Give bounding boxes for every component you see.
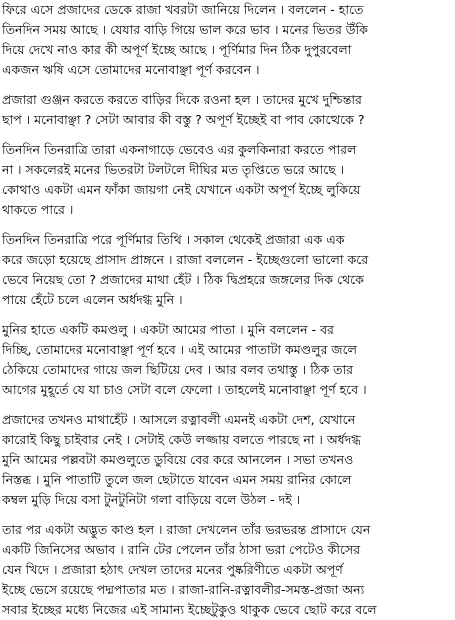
paragraph-7 xyxy=(2,520,452,620)
text-line: দিয়ে দেখে নাও কার কী অপূর্ণ ইচ্ছে আছে । পূর্ণিমার দিন ঠিক দুপুরবেলা xyxy=(2,42,352,57)
text-line: করে জড়ো হয়েছে প্রাসাদ প্রাঙ্গনে । রাজা বললেন - ইচ্ছেগুলো ভালো করে xyxy=(2,252,369,267)
text-line: তিনদিন সময় আছে । যেযার বাড়ি গিয়ে ভাল করে ভাব । মনের ভিতর উঁকি xyxy=(2,22,368,37)
text-line: না । সকলেরই মনের ভিতরটা টলটলে দীঘির মত তৃপ্তিতে ভরে আছে । xyxy=(2,162,345,177)
text-line: থাকতে পারে । xyxy=(2,202,74,217)
text-line: একজন ঋষি এসে তোমাদের মনোবাঞ্ছা পূর্ণ করবেন । xyxy=(2,62,260,77)
text-line: মুনির হাতে একটি কমণ্ডলু । একটা আমের পাতা । মুনি বললেন - বর xyxy=(2,322,334,337)
text-line: ভেবে নিয়েছ তো ? প্রজাদের মাথা হেঁট । ঠিক দ্বিপ্রহরে জঙ্গলের দিক থেকে xyxy=(2,272,364,287)
text-line: ছাপ । মনোবাঞ্ছা ? সেটা আবার কী বস্তু ? অপূর্ণ ইচ্ছেই বা পাব কোত্থেকে ? xyxy=(2,112,365,127)
text-line: মুনি আমের পল্লবটা কমণ্ডলুতে ডুবিয়ে বের করে আনলেন । সভা তখনও xyxy=(2,452,354,467)
paragraph-2 xyxy=(2,90,452,130)
text-line: কোথাও একটা এমন ফাঁকা জায়গা নেই যেখানে একটা অপূর্ণ ইচ্ছে লুকিয়ে xyxy=(2,182,361,197)
text-line: দিচ্ছি, তোমাদের মনোবাঞ্ছা পূর্ণ হবে । এই আমের পাতাটা কমণ্ডলুর জলে xyxy=(2,342,357,357)
paragraph-3 xyxy=(2,140,452,220)
paragraph-1 xyxy=(2,0,452,80)
paragraph-5 xyxy=(2,320,452,400)
text-line: আগের মুহূর্তে যে যা চাও সেটা বলে ফেলো । তাহলেই মনোবাঞ্ছা পূর্ণ হবে । xyxy=(2,382,367,397)
text-line: প্রজারা গুঞ্জন করতে করতে বাড়ির দিকে রওনা হল । তাদের মুখে দুশ্চিন্তার xyxy=(2,92,362,107)
text-line: তিনদিন তিনরাত্রি তারা একনাগাড়ে ভেবেও এর কুলকিনারা করতে পারল xyxy=(2,142,357,157)
text-line: তার পর একটা অদ্ভুত কাণ্ড হল । রাজা দেখলেন তাঁর ভরভরন্ত প্রাসাদে যেন xyxy=(2,522,371,537)
text-line: ইচ্ছে ভেসে রয়েছে পদ্মপাতার মত । রাজা-রানি-রত্নাবলীর-সমস্ত-প্রজা অন্য xyxy=(2,582,365,597)
text-line: নিস্তব্ধ । মুনি পাতাটি তুলে জল ছেটাতে যাবেন এমন সময় রানির কোলে xyxy=(2,472,352,487)
text-line: ফিরে এসে প্রজাদের ডেকে রাজা খবরটা জানিয়ে দিলেন । বললেন - হাতে xyxy=(2,2,364,17)
text-line: একটি জিনিসের অভাব । রানি টের পেলেন তাঁর ঠাসা ভরা পেটেও কীসের xyxy=(2,542,361,557)
text-line: যেন খিদে । প্রজারা হঠাৎ দেখল তাদের মনের পুষ্করিণীতে একটা অপূর্ণ xyxy=(2,562,343,577)
text-line: পায়ে হেঁটে চলে এলেন অর্ধদগ্ধ মুনি । xyxy=(2,292,183,307)
text-line: কারোই কিছু চাইবার নেই । সেটাই কেউ লজ্জায় বলতে পারছে না । অর্ধদগ্ধ xyxy=(2,432,361,447)
paragraph-6 xyxy=(2,410,452,510)
text-line: সবার ইচ্ছের মধ্যে নিজের এই সামান্য ইচ্ছেটুকুও থাকুক ভেবে ছোট করে বলে xyxy=(2,602,377,617)
text-line: ঠেকিয়ে তোমাদের গায়ে জল ছিটিয়ে দেব । আর বলব তথাস্তু । ঠিক তার xyxy=(2,362,354,377)
text-line: তিনদিন তিনরাত্রি পরে পূর্ণিমার তিথি । সকাল থেকেই প্রজারা এক এক xyxy=(2,232,345,247)
text-line: কম্বল মুড়ি দিয়ে বসা টুনটুনিটা গলা বাড়িয়ে বলে উঠল - দই । xyxy=(2,492,301,507)
paragraph-4 xyxy=(2,230,452,310)
text-line: প্রজাদের তখনও মাথাহেঁট । আসলে রত্নাবলী এমনই একটা দেশ, যেখানে xyxy=(2,412,356,427)
